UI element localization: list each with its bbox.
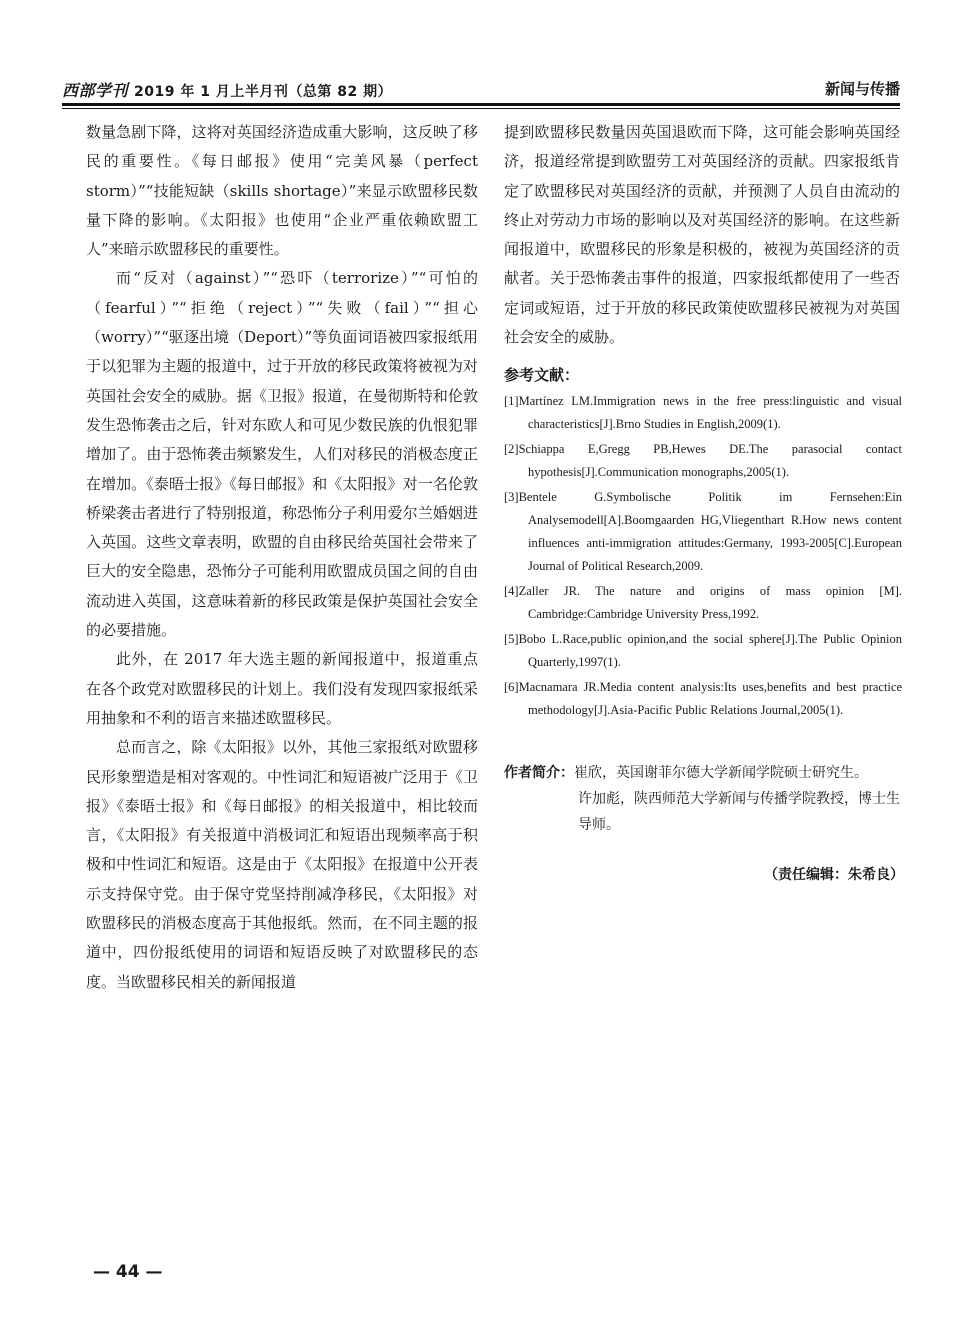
reference-item: [1]Martínez LM.Immigration news in the free press:linguistic and visual characteristics[J].Brno Studies in English,2009(1). [504,394,902,431]
paragraph: 数量急剧下降，这将对英国经济造成重大影响，这反映了移民的重要性。《每日邮报》使用“完美风暴（perfect storm）”“技能短缺（skills shortage）”来显示欧盟移民数量下降的影响。《太阳报》也使用“企业严重依赖欧盟工人”来暗示欧盟移民的重要性。 [86,123,478,259]
journal-name: 西部学刊 [62,81,129,100]
reference-item: [2]Schiappa E,Gregg PB,Hewes DE.The parasocial contact hypothesis[J].Communication monographs,2005(1). [504,442,902,479]
paragraph: 此外，在 2017 年大选主题的新闻报道中，报道重点在各个政党对欧盟移民的计划上。我们没有发现四家报纸采用抽象和不利的语言来描述欧盟移民。 [86,650,478,727]
paragraph: 提到欧盟移民数量因英国退欧而下降，这可能会影响英国经济，报道经常提到欧盟劳工对英国经济的贡献。四家报纸肯定了欧盟移民对英国经济的贡献，并预测了人员自由流动的终止对劳动力市场的影响以及对英国经济的影响。在这些新闻报道中，欧盟移民的形象是积极的，被视为英国经济的贡献者。关于恐怖袭击事件的报道，四家报纸都使用了一些否定词或短语，过于开放的移民政策使欧盟移民被视为对英国社会安全的威胁。 [504,123,900,347]
page-number: — 44 — [93,1262,163,1282]
issue-info: 2019 年 1 月上半月刊（总第 82 期） [134,84,393,100]
reference-item: [4]Zaller JR. The nature and origins of mass opinion [M]. Cambridge:Cambridge University Press,1992. [504,584,902,621]
reference-item: [3]Bentele G.Symbolische Politik im Fernsehen:Ein Analysemodell[A].Boomgaarden HG,Vliegenthart R.How news content influences anti-immigration attitudes:Germany, 1993-2005[C].European Journal of Political Research,2009. [504,490,902,573]
author-bio-line: 崔欣，英国谢菲尔德大学新闻学院硕士研究生。 [574,765,868,781]
header-rule-thin [62,108,900,109]
reference-item: [6]Macnamara JR.Media content analysis:Its uses,benefits and best practice methodology[J].Asia-Pacific Public Relations Journal,2005(1). [504,680,902,717]
author-bio [504,760,904,838]
left-column [86,118,478,997]
responsible-editor: （责任编辑：朱希良） [764,867,904,883]
header-rule [62,103,900,106]
reference-item: [5]Bobo L.Race,public opinion,and the social sphere[J].The Public Opinion Quarterly,1997(1). [504,632,902,669]
paragraph: 而“反对（against）”“恐吓（terrorize）”“可怕的（fearful）”“拒绝（reject）”“失败（fail）”“担心（worry）”“驱逐出境（Deport）”等负面词语被四家报纸用于以犯罪为主题的报道中，过于开放的移民政策将被视为对英国社会安全的威胁。据《卫报》报道，在曼彻斯特和伦敦发生恐怖袭击之后，针对东欧人和可见少数民族的仇恨犯罪增加了。由于恐怖袭击频繁发生，人们对移民的消极态度正在增加。《泰晤士报》《每日邮报》和《太阳报》对一名伦敦桥梁袭击者进行了特别报道，称恐怖分子利用爱尔兰婚姻进入英国。这些文章表明，欧盟的自由移民给英国社会带来了巨大的安全隐患，恐怖分子可能利用欧盟成员国之间的自由流动进入英国，这意味着新的移民政策是保护英国社会安全的必要措施。 [86,269,478,640]
author-bio-line: 许加彪，陕西师范大学新闻与传播学院教授，博士生导师。 [578,791,900,833]
references-title: 参考文献： [504,366,580,384]
right-column [504,118,900,352]
references-list [504,390,902,724]
author-bio-label: 作者简介： [504,765,574,781]
running-header-left [62,78,392,101]
paragraph: 总而言之，除《太阳报》以外，其他三家报纸对欧盟移民形象塑造是相对客观的。中性词汇和短语被广泛用于《卫报》《泰晤士报》和《每日邮报》的相关报道中，相比较而言，《太阳报》有关报道中消极词汇和短语出现频率高于积极和中性词汇和短语。这是由于《太阳报》在报道中公开表示支持保守党。由于保守党坚持削减净移民，《太阳报》对欧盟移民的消极态度高于其他报纸。然而，在不同主题的报道中，四份报纸使用的词语和短语反映了对欧盟移民的态度。当欧盟移民相关的新闻报道 [86,738,478,991]
section-name: 新闻与传播 [824,80,900,98]
